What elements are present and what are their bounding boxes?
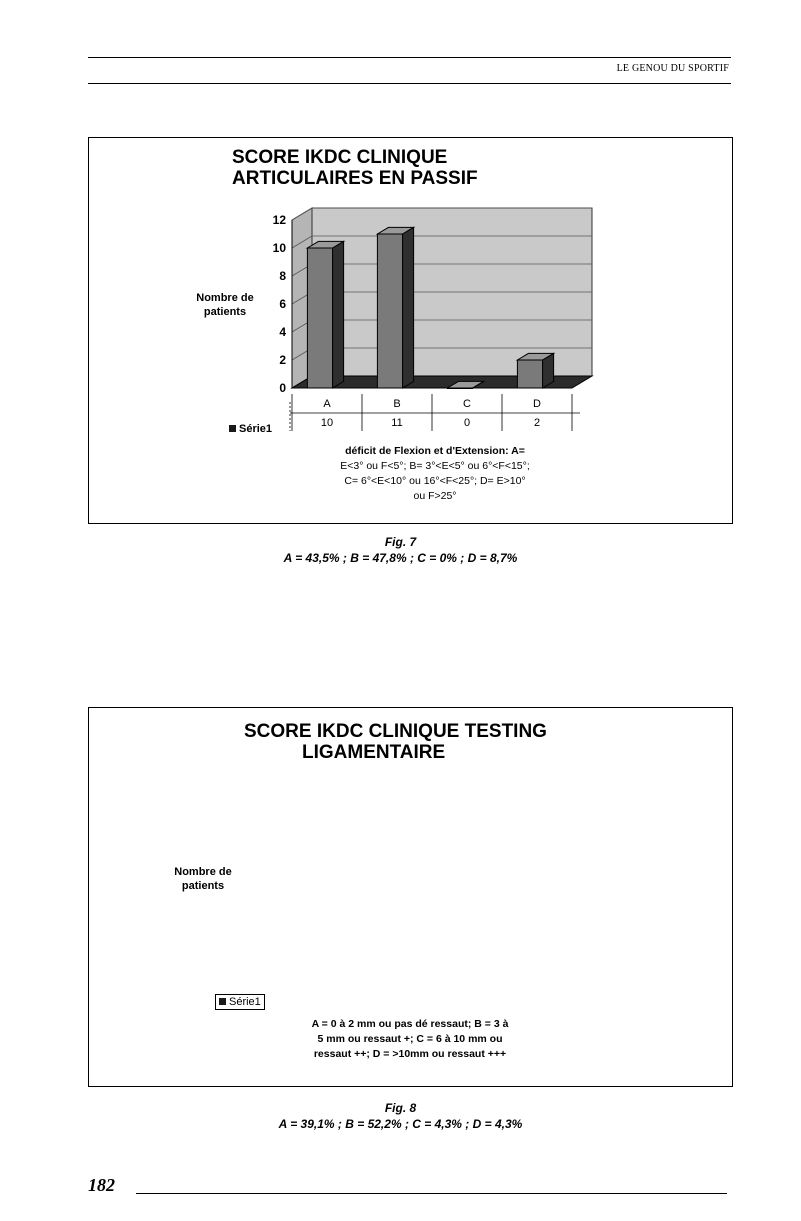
figure-7-legend xyxy=(229,423,272,435)
figure-7-series-label: Série1 xyxy=(239,423,273,435)
figure-7-ylabel-line2: patients xyxy=(203,306,247,318)
chart-data-label: 10 xyxy=(320,417,334,429)
legend-square-icon xyxy=(229,425,236,432)
figure-8-title-line2: LIGAMENTAIRE xyxy=(302,742,446,763)
figure-8-desc-line: 5 mm ou ressaut +; C = 6 à 10 mm ou xyxy=(317,1033,503,1045)
figure-8-title-line1: SCORE IKDC CLINIQUE TESTING xyxy=(244,721,547,742)
figure-8-series-label: Série1 xyxy=(229,996,261,1008)
legend-square-icon xyxy=(219,998,226,1005)
figure-7-desc-line: E<3° ou F<5°; B= 3°<E<5° ou 6°<F<15°; xyxy=(340,460,530,472)
chart-bar xyxy=(307,248,332,388)
chart-category-label: C xyxy=(463,398,471,410)
chart-y-tick-label: 12 xyxy=(272,213,286,227)
figure-7-title-line1: SCORE IKDC CLINIQUE xyxy=(232,147,448,168)
chart-y-tick-label: 6 xyxy=(279,297,286,311)
running-header: LE GENOU DU SPORTIF xyxy=(616,63,729,74)
footer-rule xyxy=(136,1193,727,1194)
chart-y-tick-label: 4 xyxy=(279,325,286,339)
figure-8-ylabel-line2: patients xyxy=(181,880,225,892)
figure-8-caption-text: A = 39,1% ; B = 52,2% ; C = 4,3% ; D = 4,3% xyxy=(278,1117,523,1131)
figure-8-legend xyxy=(215,994,265,1010)
chart-y-tick-label: 0 xyxy=(279,381,286,395)
chart-bar-side xyxy=(543,353,554,388)
chart-bar xyxy=(517,360,542,388)
chart-data-label: 11 xyxy=(391,417,403,429)
figure-7-ylabel-line1: Nombre de xyxy=(196,292,254,304)
chart-y-tick-label: 8 xyxy=(279,269,286,283)
figure-8-title xyxy=(244,721,664,763)
chart-y-tick-label: 10 xyxy=(272,241,286,255)
chart-bar-side xyxy=(403,227,414,388)
figure-8-desc-line: A = 0 à 2 mm ou pas dé ressaut; B = 3 à xyxy=(311,1018,509,1030)
chart-y-tick-label: 2 xyxy=(279,353,286,367)
figure-7-desc-line: C= 6°<E<10° ou 16°<F<25°; D= E>10° xyxy=(344,475,526,487)
chart-bar-side xyxy=(333,241,344,388)
chart-bar xyxy=(377,234,402,388)
figure-8-description xyxy=(250,1017,570,1062)
figure-7-caption-text: A = 43,5% ; B = 47,8% ; C = 0% ; D = 8,7% xyxy=(283,551,518,565)
figure-7-title-line2: ARTICULAIRES EN PASSIF xyxy=(232,168,478,189)
chart-data-label: 0 xyxy=(463,417,471,429)
page-number: 182 xyxy=(88,1175,115,1195)
figure-8-caption-label: Fig. 8 xyxy=(384,1101,417,1115)
figure-8-ylabel xyxy=(158,865,248,893)
chart-category-label: B xyxy=(393,398,401,410)
figure-7-desc-line: ou F>25° xyxy=(413,490,457,502)
figure-8-ylabel-line1: Nombre de xyxy=(174,866,232,878)
figure-7-description xyxy=(280,444,590,504)
figure-8-desc-line: ressaut ++; D = >10mm ou ressaut +++ xyxy=(313,1048,507,1060)
chart-category-label: D xyxy=(533,398,541,410)
chart-category-label: A xyxy=(323,398,331,410)
chart-data-label: 2 xyxy=(533,417,541,429)
figure-7-caption-label: Fig. 7 xyxy=(384,535,417,549)
figure-7-desc-line: déficit de Flexion et d'Extension: A= xyxy=(345,445,525,457)
